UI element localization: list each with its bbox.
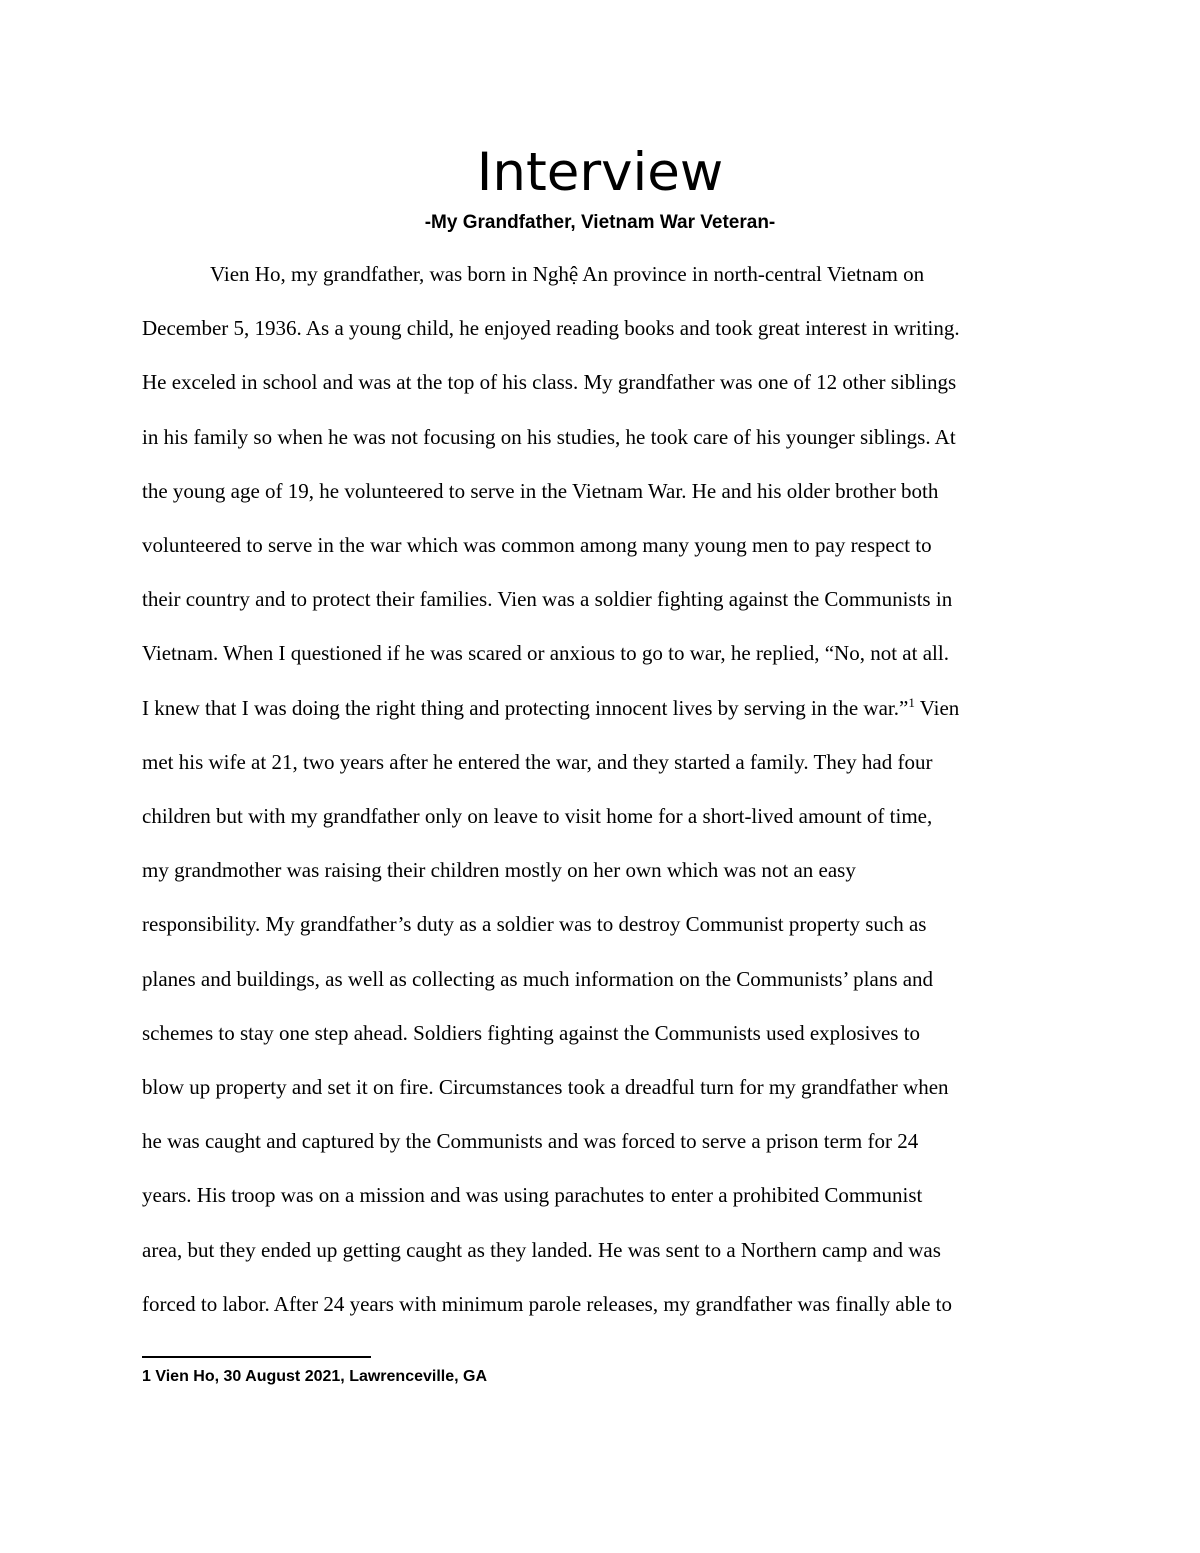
body-line-with-footnote bbox=[142, 681, 1082, 735]
body-line: their country and to protect their families. Vien was a soldier fighting against the Communists in bbox=[142, 587, 953, 612]
body-line-tail: Vien bbox=[919, 695, 960, 720]
body-line-text: I knew that I was doing the right thing and protecting innocent lives by serving in the war.” bbox=[142, 695, 909, 720]
body-line: children but with my grandfather only on leave to visit home for a short-lived amount of time, bbox=[142, 804, 933, 829]
body-line: planes and buildings, as well as collecting as much information on the Communists’ plans and bbox=[142, 966, 934, 991]
body-line: forced to labor. After 24 years with minimum parole releases, my grandfather was finally able to bbox=[142, 1291, 952, 1316]
body-line: blow up property and set it on fire. Circumstances took a dreadful turn for my grandfather when bbox=[142, 1075, 949, 1100]
body-text bbox=[142, 247, 1082, 1331]
body-line: volunteered to serve in the war which was common among many young men to pay respect to bbox=[142, 533, 932, 558]
body-line: he was caught and captured by the Communists and was forced to serve a prison term for 24 bbox=[142, 1129, 919, 1154]
document-subtitle: -My Grandfather, Vietnam War Veteran- bbox=[424, 212, 776, 233]
body-line: area, but they ended up getting caught as they landed. He was sent to a Northern camp and was bbox=[142, 1237, 941, 1262]
body-line: He exceled in school and was at the top of his class. My grandfather was one of 12 other siblings bbox=[142, 370, 957, 395]
footnote: 1 Vien Ho, 30 August 2021, Lawrenceville, GA bbox=[142, 1368, 488, 1385]
body-line: Vietnam. When I questioned if he was scared or anxious to go to war, he replied, “No, not at all. bbox=[142, 641, 949, 666]
body-line: met his wife at 21, two years after he entered the war, and they started a family. They had four bbox=[142, 749, 933, 774]
body-line: the young age of 19, he volunteered to serve in the Vietnam War. He and his older brother both bbox=[142, 478, 939, 503]
document-title: Interview bbox=[476, 142, 724, 203]
body-line: schemes to stay one step ahead. Soldiers fighting against the Communists used explosives to bbox=[142, 1020, 921, 1045]
body-line: December 5, 1936. As a young child, he enjoyed reading books and took great interest in writing. bbox=[142, 316, 960, 341]
body-line: in his family so when he was not focusing on his studies, he took care of his younger siblings. At bbox=[142, 424, 956, 449]
footnote-separator bbox=[142, 1356, 371, 1358]
footnote-reference[interactable]: 1 bbox=[908, 694, 915, 710]
body-line: Vien Ho, my grandfather, was born in Nghệ An province in north-central Vietnam on bbox=[210, 262, 925, 286]
body-line: my grandmother was raising their children mostly on her own which was not an easy bbox=[142, 858, 856, 883]
body-line: responsibility. My grandfather’s duty as a soldier was to destroy Communist property such as bbox=[142, 912, 927, 937]
body-line: years. His troop was on a mission and was using parachutes to enter a prohibited Communist bbox=[142, 1183, 923, 1208]
